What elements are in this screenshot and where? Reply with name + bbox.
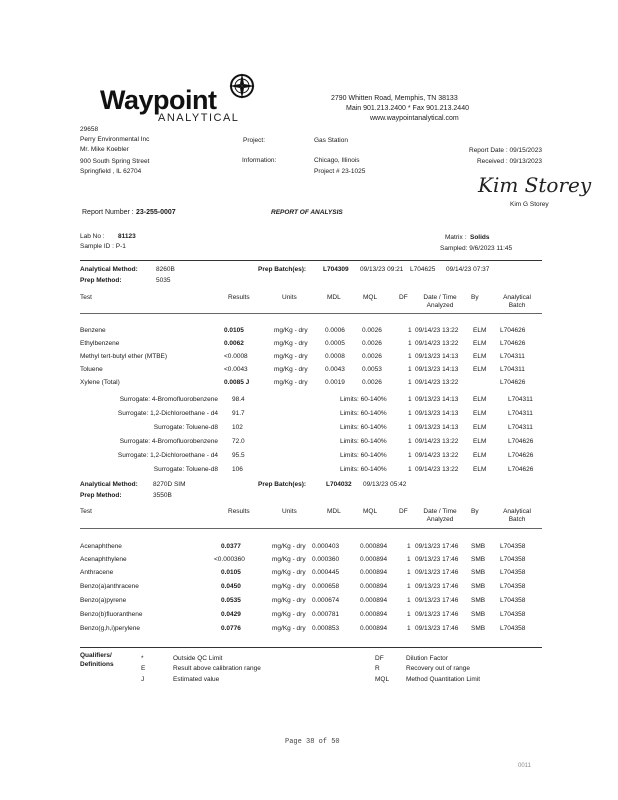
report-date: Report Date : 09/15/2023 [469, 147, 542, 154]
cell-units: mg/Kg - dry [272, 583, 306, 590]
surrogate-by: ELM [473, 410, 487, 417]
table-row [0, 327, 618, 336]
col-test-2: Test [80, 508, 92, 515]
surrogate-batch: L704311 [508, 396, 533, 403]
surrogate-row [0, 466, 618, 475]
report-number-label: Report Number : [82, 209, 134, 216]
client-city: Springfield , IL 62704 [80, 168, 142, 175]
qualifier-code: MQL [375, 676, 390, 683]
surrogate-limits: Limits: 60-140% [340, 410, 387, 417]
cell-mdl: 0.000403 [312, 543, 340, 550]
cell-date: 09/13/23 17:46 [415, 611, 459, 618]
qualifier-code: R [375, 665, 380, 672]
surrogate-date: 09/13/23 14:13 [415, 410, 459, 417]
cell-df: 1 [407, 611, 411, 618]
prep-batch-value: L704309 [323, 266, 349, 273]
prep-method-2-label: Prep Method: [80, 492, 122, 499]
analytical-method-label: Analytical Method: [80, 266, 138, 273]
cell-batch: L704311 [500, 366, 525, 373]
cell-by: SMB [471, 583, 486, 590]
cell-df: 1 [408, 379, 412, 386]
col-test: Test [80, 294, 92, 301]
cell-batch: L704358 [500, 556, 526, 563]
surrogate-value: 98.4 [232, 396, 245, 403]
cell-by: SMB [471, 611, 486, 618]
table-row [0, 569, 618, 578]
project-value: Gas Station [314, 137, 348, 144]
cell-mdl: 0.0008 [325, 353, 345, 360]
received-date: Received : 09/13/2023 [476, 158, 542, 165]
prep-method-2-value: 3550B [153, 492, 172, 499]
cell-test: Acenaphthylene [80, 556, 127, 563]
cell-test: Benzo(a)anthracene [80, 583, 139, 590]
col-batch-2: Batch [508, 516, 526, 523]
col-results-2: Results [228, 508, 250, 515]
qualifier-text: Estimated value [173, 676, 220, 683]
qualifiers-divider [80, 647, 542, 648]
cell-mdl: 0.0043 [325, 366, 345, 373]
cell-df: 1 [407, 556, 411, 563]
client-street: 900 South Spring Street [80, 158, 150, 165]
cell-batch: L704358 [500, 611, 526, 618]
col-units: Units [282, 294, 297, 301]
cell-result: 0.0062 [224, 340, 244, 347]
cell-date: 09/13/23 17:46 [415, 583, 459, 590]
cell-test: Ethylbenzene [80, 340, 120, 347]
cell-mql: 0.000894 [360, 625, 388, 632]
col-analyzed: Analyzed [426, 302, 454, 309]
cell-test: Toluene [80, 366, 103, 373]
client-contact: Mr. Mike Koebler [80, 146, 129, 153]
surrogate-limits: Limits: 60-140% [340, 466, 387, 473]
cell-by: ELM [473, 340, 487, 347]
surrogate-value: 91.7 [232, 410, 245, 417]
cell-units: mg/Kg - dry [272, 569, 306, 576]
divider [80, 260, 542, 261]
surrogate-row [0, 438, 618, 447]
cell-test: Benzene [80, 327, 106, 334]
surrogate-name: Surrogate: 1,2-Dichloroethane - d4 [117, 452, 218, 459]
cell-units: mg/Kg - dry [272, 543, 306, 550]
cell-mdl: 0.000781 [312, 611, 340, 618]
cell-date: 09/14/23 13:22 [415, 340, 459, 347]
cell-test: Methyl tert-butyl ether (MTBE) [80, 353, 168, 360]
cell-mdl: 0.000658 [312, 583, 340, 590]
cell-result: <0.0008 [224, 353, 248, 360]
surrogate-value: 95.5 [232, 452, 245, 459]
surrogate-row [0, 410, 618, 419]
cell-result: 0.0105 [221, 569, 241, 576]
cell-batch: L704358 [500, 569, 526, 576]
signature: Kim Storey [478, 173, 592, 197]
col-batch: Batch [508, 302, 526, 309]
surrogate-by: ELM [473, 396, 487, 403]
sample-id: Sample ID : P-1 [80, 243, 126, 250]
surrogate-df: 1 [408, 410, 412, 417]
cell-result: 0.0105 [224, 327, 244, 334]
table-row [0, 556, 618, 565]
cell-batch: L704626 [500, 379, 526, 386]
cell-df: 1 [408, 366, 412, 373]
surrogate-batch: L704311 [508, 410, 533, 417]
surrogate-limits: Limits: 60-140% [340, 424, 387, 431]
analytical-method-2-label: Analytical Method: [80, 481, 138, 488]
surrogate-name: Surrogate: Toluene-d8 [153, 466, 218, 473]
cell-batch: L704358 [500, 625, 526, 632]
qualifiers-title-2: Definitions [80, 661, 114, 668]
surrogate-name: Surrogate: 4-Bromofluorobenzene [119, 396, 218, 403]
prep-batch-date: 09/13/23 09:21 [360, 266, 404, 273]
cell-mdl: 0.0006 [325, 327, 345, 334]
surrogate-by: ELM [473, 466, 487, 473]
cell-mql: 0.0053 [362, 366, 382, 373]
cell-mql: 0.0026 [362, 353, 382, 360]
report-number-value: 23-255-0007 [136, 209, 176, 216]
lab-no-value: 81123 [118, 233, 136, 240]
surrogate-date: 09/13/23 14:13 [415, 396, 459, 403]
prep-batch-2-date-value: 09/13/23 05:42 [363, 481, 407, 488]
qualifier-code: DF [375, 655, 384, 662]
cell-date: 09/13/23 17:46 [415, 556, 459, 563]
surrogate-batch: L704311 [508, 424, 533, 431]
cell-df: 1 [407, 583, 411, 590]
cell-mql: 0.000894 [360, 569, 388, 576]
analytical-method-value: 8260B [156, 266, 175, 273]
lab-no-label: Lab No : [80, 233, 105, 240]
cell-result: 0.0450 [221, 583, 241, 590]
surrogate-df: 1 [408, 452, 412, 459]
cell-mdl: 0.000674 [312, 597, 340, 604]
analytical-method-2-value: 8270D SIM [153, 481, 186, 488]
cell-date: 09/13/23 17:46 [415, 543, 459, 550]
signer-name: Kim G Storey [510, 201, 549, 208]
page-number: Page 38 of 50 [285, 738, 340, 746]
cell-batch: L704358 [500, 543, 526, 550]
surrogate-limits: Limits: 60-140% [340, 396, 387, 403]
cell-units: mg/Kg - dry [272, 625, 306, 632]
cell-batch: L704626 [500, 340, 526, 347]
cell-result: <0.0043 [224, 366, 248, 373]
cell-test: Acenaphthene [80, 543, 122, 550]
surrogate-name: Surrogate: 4-Bromofluorobenzene [119, 438, 218, 445]
surrogate-date: 09/14/23 13:22 [415, 452, 459, 459]
cell-date: 09/14/23 13:22 [415, 379, 459, 386]
qualifier-code: * [141, 655, 144, 662]
cell-result: 0.0776 [221, 625, 241, 632]
cell-units: mg/Kg - dry [272, 556, 306, 563]
cell-units: mg/Kg - dry [274, 327, 308, 334]
qualifier-text: Outside QC Limit [173, 655, 223, 662]
cell-test: Anthracene [80, 569, 114, 576]
cell-units: mg/Kg - dry [272, 597, 306, 604]
prep-method-value: 5035 [156, 277, 171, 284]
cell-test: Benzo(g,h,i)perylene [80, 625, 140, 632]
qualifier-text: Recovery out of range [406, 665, 470, 672]
prep-batch-2-date: 09/14/23 07:37 [446, 266, 490, 273]
cell-test: Benzo(b)fluoranthene [80, 611, 143, 618]
cell-units: mg/Kg - dry [274, 340, 308, 347]
cell-test: Benzo(a)pyrene [80, 597, 127, 604]
cell-mql: 0.0026 [362, 327, 382, 334]
prep-method-label: Prep Method: [80, 277, 122, 284]
col-date-time-2: Date / Time [423, 508, 457, 515]
prep-batch-label: Prep Batch(es): [258, 266, 307, 273]
qualifier-code: E [141, 665, 146, 672]
col-analytical-2: Analytical [503, 508, 531, 515]
qualifier-text: Method Quantitation Limit [406, 676, 481, 683]
cell-result: 0.0429 [221, 611, 241, 618]
cell-df: 1 [408, 353, 412, 360]
surrogate-limits: Limits: 60-140% [340, 438, 387, 445]
project-number: Project # 23-1025 [314, 168, 366, 175]
surrogate-value: 102 [232, 424, 243, 431]
cell-result: 0.0085 J [224, 379, 250, 386]
table-row [0, 353, 618, 362]
surrogate-value: 72.0 [232, 438, 245, 445]
cell-df: 1 [407, 543, 411, 550]
cell-by: SMB [471, 625, 486, 632]
cell-test: Xylene (Total) [80, 379, 120, 386]
col-results: Results [228, 294, 250, 301]
surrogate-df: 1 [408, 396, 412, 403]
company-website[interactable]: www.waypointanalytical.com [370, 115, 459, 122]
col-mdl-2: MDL [327, 508, 341, 515]
surrogate-date: 09/14/23 13:22 [415, 438, 459, 445]
col-by: By [471, 294, 479, 301]
cell-df: 1 [408, 340, 412, 347]
cell-mdl: 0.0005 [325, 340, 345, 347]
prep-batch-2: L704625 [410, 266, 436, 273]
cell-by: SMB [471, 543, 486, 550]
surrogate-name: Surrogate: 1,2-Dichloroethane - d4 [117, 410, 218, 417]
surrogate-row [0, 452, 618, 461]
table-row [0, 366, 618, 375]
cell-by: SMB [471, 569, 486, 576]
qualifier-code: J [141, 676, 145, 683]
col-analytical: Analytical [503, 294, 531, 301]
surrogate-by: ELM [473, 424, 487, 431]
cell-mdl: 0.000445 [312, 569, 340, 576]
cell-df: 1 [408, 327, 412, 334]
surrogate-batch: L704626 [508, 452, 534, 459]
surrogate-limits: Limits: 60-140% [340, 452, 387, 459]
report-title: REPORT OF ANALYSIS [271, 209, 343, 216]
table-row [0, 379, 618, 388]
company-logo-name: Waypoint [100, 85, 217, 115]
client-id: 29658 [80, 126, 99, 133]
surrogate-df: 1 [408, 438, 412, 445]
cell-date: 09/13/23 17:46 [415, 569, 459, 576]
client-company: Perry Environmental Inc [80, 136, 150, 143]
matrix-value: Solids [470, 234, 490, 241]
surrogate-value: 106 [232, 466, 243, 473]
cell-df: 1 [407, 625, 411, 632]
cell-units: mg/Kg - dry [274, 379, 308, 386]
surrogate-date: 09/14/23 13:22 [415, 466, 459, 473]
table-row [0, 340, 618, 349]
cell-by: ELM [473, 353, 487, 360]
cell-units: mg/Kg - dry [274, 366, 308, 373]
cell-mql: 0.000894 [360, 543, 388, 550]
qualifiers-title-1: Qualifiers/ [80, 652, 112, 659]
cell-batch: L704358 [500, 597, 526, 604]
cell-result: 0.0535 [221, 597, 241, 604]
cell-by: SMB [471, 556, 486, 563]
corner-stamp: 0011 [518, 763, 531, 769]
information-label: Information: [242, 157, 277, 164]
information-value: Chicago, Illinois [314, 157, 360, 164]
surrogate-by: ELM [473, 452, 487, 459]
surrogate-date: 09/13/23 14:13 [415, 424, 459, 431]
cell-batch: L704358 [500, 583, 526, 590]
sampled-date: Sampled: 9/6/2023 11:45 [440, 245, 513, 252]
cell-date: 09/13/23 17:46 [415, 625, 459, 632]
compass-logo-icon [228, 72, 256, 100]
surrogate-df: 1 [408, 424, 412, 431]
company-address: 2790 Whitten Road, Memphis, TN 38133 [331, 95, 458, 102]
project-label: Project: [243, 137, 266, 144]
cell-mdl: 0.000853 [312, 625, 340, 632]
cell-date: 09/13/23 14:13 [415, 366, 459, 373]
surrogate-row [0, 396, 618, 405]
table-row [0, 583, 618, 592]
col-mql-2: MQL [363, 508, 378, 515]
cell-mql: 0.0026 [362, 340, 382, 347]
col-df-2: DF [399, 508, 408, 515]
table-row [0, 625, 618, 634]
cell-units: mg/Kg - dry [274, 353, 308, 360]
matrix-label: Matrix : [445, 234, 467, 241]
cell-mql: 0.0026 [362, 379, 382, 386]
cell-mql: 0.000894 [360, 611, 388, 618]
company-logo-sub: ANALYTICAL [158, 112, 240, 124]
cell-date: 09/13/23 17:46 [415, 597, 459, 604]
surrogate-batch: L704626 [508, 438, 534, 445]
cell-mdl: 0.000360 [312, 556, 340, 563]
cell-batch: L704311 [500, 353, 525, 360]
cell-by: ELM [473, 366, 487, 373]
col-by-2: By [471, 508, 479, 515]
prep-batch-2-label: Prep Batch(es): [258, 481, 307, 488]
qualifier-text: Dilution Factor [406, 655, 448, 662]
cell-mql: 0.000894 [360, 597, 388, 604]
surrogate-name: Surrogate: Toluene-d8 [153, 424, 218, 431]
table-row [0, 611, 618, 620]
cell-date: 09/13/23 14:13 [415, 353, 459, 360]
company-phone: Main 901.213.2400 * Fax 901.213.2440 [346, 105, 469, 112]
cell-mql: 0.000894 [360, 556, 388, 563]
header-divider [80, 313, 542, 314]
cell-units: mg/Kg - dry [272, 611, 306, 618]
table-row [0, 543, 618, 552]
col-df: DF [399, 294, 408, 301]
surrogate-batch: L704626 [508, 466, 534, 473]
cell-result: 0.0377 [221, 543, 241, 550]
prep-batch-2-value: L704032 [326, 481, 352, 488]
col-mql: MQL [363, 294, 378, 301]
cell-by: ELM [473, 327, 487, 334]
cell-mql: 0.000894 [360, 583, 388, 590]
col-analyzed-2: Analyzed [426, 516, 454, 523]
col-units-2: Units [282, 508, 297, 515]
qualifier-text: Result above calibration range [173, 665, 261, 672]
surrogate-by: ELM [473, 438, 487, 445]
surrogate-df: 1 [408, 466, 412, 473]
cell-mdl: 0.0019 [325, 379, 345, 386]
cell-df: 1 [407, 597, 411, 604]
cell-by: SMB [471, 597, 486, 604]
cell-df: 1 [407, 569, 411, 576]
col-mdl: MDL [327, 294, 341, 301]
table-row [0, 597, 618, 606]
col-date-time: Date / Time [423, 294, 457, 301]
cell-batch: L704626 [500, 327, 526, 334]
header-divider-2 [80, 528, 542, 529]
cell-date: 09/14/23 13:22 [415, 327, 459, 334]
surrogate-row [0, 424, 618, 433]
cell-result: <0.000360 [214, 556, 245, 563]
